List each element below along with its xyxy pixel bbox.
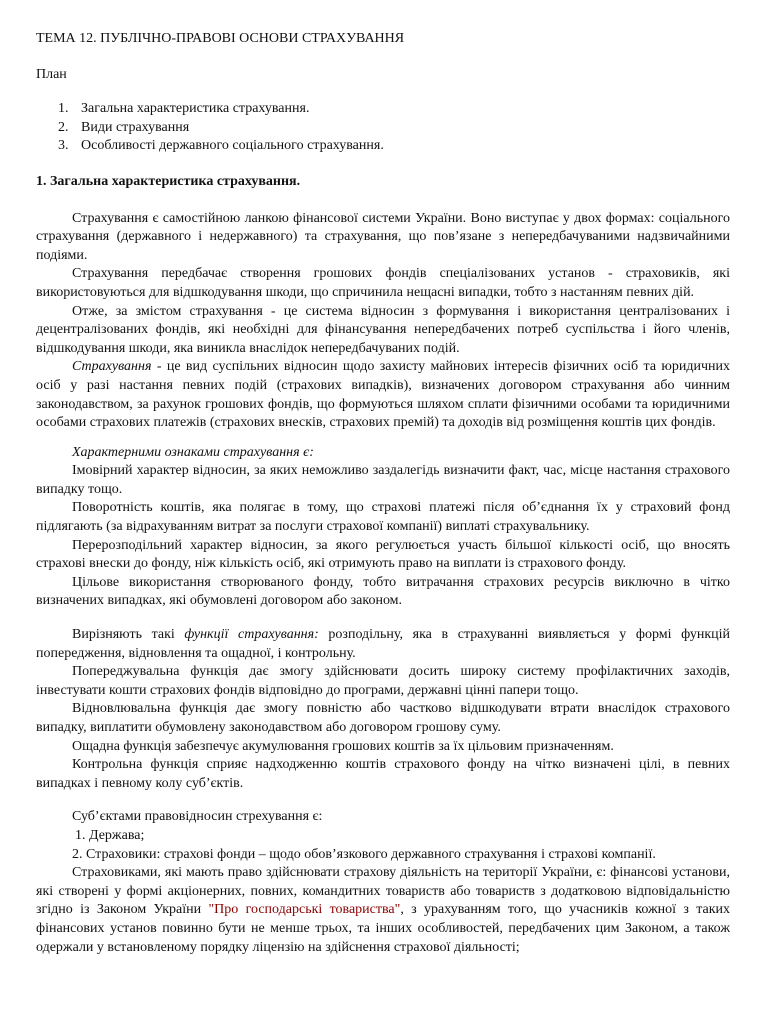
plan-item-text: Загальна характеристика страхування. xyxy=(81,101,310,117)
feature-paragraph: Поворотність коштів, яка полягає в тому, що страхові платежі після об’єднання їх у страховий фонд підлягають (за відрахуванням витрат за послуги страхової компанії) виплаті страхувальнику. xyxy=(36,500,730,535)
functions-paragraph xyxy=(36,626,730,663)
feature-paragraph: Імовірний характер відносин, за яких неможливо заздалегідь визначити факт, час, місце настання страхового випадку тощо. xyxy=(36,463,730,497)
plan-item xyxy=(58,119,730,138)
plan-item-text: Особливості державного соціального страхування. xyxy=(81,138,384,154)
plan-item-number: 3. xyxy=(58,138,69,154)
plan-label: План xyxy=(36,66,67,82)
spacer xyxy=(36,611,730,626)
plan-item xyxy=(58,100,730,119)
function-paragraph: Контрольна функція сприяє надходженню коштів страхового фонду на чітко визначені цілі, в певних випадках і певному колу суб’єктів. xyxy=(36,757,730,791)
function-paragraph: Ощадна функція забезпечує акумулювання грошових коштів за їх цільовим призначенням. xyxy=(72,738,614,754)
spacer xyxy=(36,793,730,808)
plan-item-number: 2. xyxy=(58,119,69,135)
insurers-text: Страховиками, які мають право здійснювати страхову діяльність на території України, є: фінансові установи, які створені у формі акціонерних, повних, командитних товариств або товариств з додатковою відповідальністю згідно із Законом України xyxy=(36,865,730,918)
page-title: ТЕМА 12. ПУБЛІЧНО-ПРАВОВІ ОСНОВИ СТРАХУВАННЯ xyxy=(36,31,405,46)
plan-item xyxy=(58,137,730,156)
insurers-text-continued: , з урахуванням того, що учасників кожної з таких фінансових установ повинно бути не менше трьох, та інших особливостей, передбачених цим Законом, а також одержали у встановленому порядку ліцензію на здійснення страхової діяльності; xyxy=(36,902,731,955)
feature-paragraph: Цільове використання створюваного фонду, тобто витрачання страхових ресурсів виключно в чітко визначених випадках, які обумовлені договором або законом. xyxy=(36,574,730,609)
feature-paragraph: Перерозподільний характер відносин, за якого регулюється участь більшої кількості осіб, що вносять страхові внески до фонду, ніж кількість осіб, які отримують право на виплати із страхового фонду. xyxy=(36,537,730,572)
paragraph: Страхування передбачає створення грошових фондів спеціалізованих установ - страховиків, які використовуються для відшкодування шкоди, що спричинила нещасні випадки, тобто з настанням певних дій. xyxy=(36,266,730,300)
paragraph: Страхування є самостійною ланкою фінансової системи України. Воно виступає у двох формах: соціального страхування (державного і недержавного) та страхування, що пов’язане з непередбачуваними надзвичайними подіями. xyxy=(36,210,730,263)
subject-item: 2. Страховики: страхові фонди – щодо обов’язкового державного страхування і страхові компанії. xyxy=(72,846,656,862)
insurers-paragraph xyxy=(36,864,730,957)
subjects-heading: Суб’єктами правовідносин стрехування є: xyxy=(72,809,323,825)
plan-list xyxy=(36,100,730,156)
defined-term: Страхування xyxy=(72,359,152,375)
plan-item-text: Види страхування xyxy=(81,119,190,135)
features-heading xyxy=(36,444,730,463)
functions-term: функції страхування: xyxy=(184,627,319,643)
subject-item: 1. Держава; xyxy=(75,827,145,843)
paragraph: Отже, за змістом страхування - це система відносин з формування і використання централізованих і децентралізованих фондів, які необхідні для фінансування непередбачених потреб суспільства і його членів, відшкодування шкоди, яка виникла внаслідок непередбачуваних подій. xyxy=(36,303,730,356)
law-link[interactable]: "Про господарські товариства" xyxy=(208,902,401,918)
section-heading: 1. Загальна характеристика страхування. xyxy=(36,173,301,189)
definition-text: - це вид суспільних відносин щодо захисту майнових інтересів фізичних осіб та юридичних осіб у разі настання певних подій (страхових випадків), визначених договором страхування або чинним законодавством, за рахунок грошових фондів, що формуються шляхом сплати фізичними особами та юридичними особами страхових платежів (страхових внесків, страхових премій) та доходів від розміщення коштів цих фондів. xyxy=(36,359,730,431)
spacer xyxy=(36,433,730,444)
functions-intro: Вирізняють такі xyxy=(72,627,185,643)
plan-item-number: 1. xyxy=(58,101,69,117)
features-heading-text: Характерними ознаками страхування є: xyxy=(72,444,314,460)
functions-list: розподільну, яка в страхуванні виявляється у формі функцій попередження, відновлення та ощадної, і контрольну. xyxy=(36,627,730,661)
function-paragraph: Відновлювальна функція дає змогу повністю або частково відшкодувати втрати внаслідок страхового випадку, виплатити обумовлену законодавством або договором грошову суму. xyxy=(36,701,730,735)
document-page xyxy=(36,30,730,957)
function-paragraph: Попереджувальна функція дає змогу здійснювати досить широку систему профілактичних заходів, інвестувати кошти страхових фондів відповідно до програми, державні цінні папери тощо. xyxy=(36,664,730,698)
definition-paragraph xyxy=(36,358,730,432)
